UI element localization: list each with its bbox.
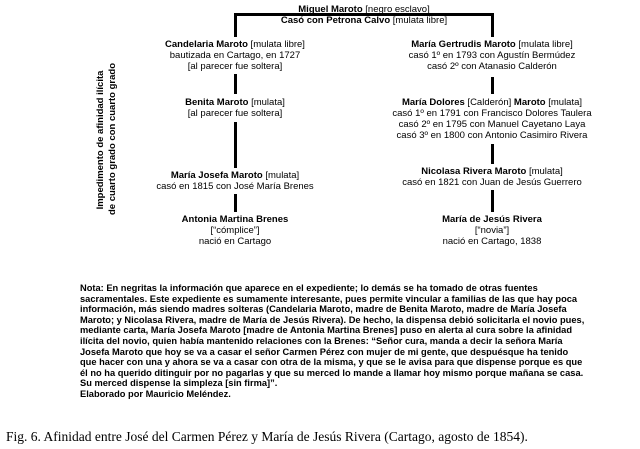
root-marriage: Casó con Petrona Calvo: [280, 15, 391, 26]
right-node-1-line-1: casó 1º en 1793 con Agustín Bermúdez: [408, 50, 576, 61]
side-label-line-2: de cuarto grado con cuarto grado: [107, 62, 118, 215]
left-connector-2: [234, 122, 237, 168]
left-node-4-name: Antonia Martina Brenes: [181, 214, 289, 225]
right-node-4-name: María de Jesús Rivera: [442, 214, 542, 225]
note-line: ilícita del novio, quien había mantenido relaciones con la Brenes: “Señor cura, manda a decir la señora María: [80, 335, 563, 346]
left-node-3-name: María Josefa Maroto: [170, 170, 263, 181]
figure-caption: Fig. 6. Afinidad entre José del Carmen Pérez y María de Jesús Rivera (Cartago, agosto de 1854).: [6, 429, 528, 444]
right-node-2-note: [Calderón]: [464, 97, 514, 108]
note-line: información, más siendo madres solteras (Candelaria Maroto, madre de Benita Maroto, madre de María Josefa: [80, 304, 567, 315]
left-node-3-line-1: casó en 1815 con José María Brenes: [156, 181, 314, 192]
left-connector-3: [234, 194, 237, 212]
right-node-4-line-2: nació en Cartago, 1838: [442, 236, 542, 247]
left-node-1-line-2: [al parecer fue soltera]: [187, 61, 283, 72]
note-line: Maroto; y Nicolasa Rivera, madre de María de Jesús Rivera). De hecho, la dispensa debió solicitarla el novio pues,: [80, 314, 585, 325]
left-node-2-note: [mulata]: [248, 97, 285, 108]
root-name-note: [negro esclavo]: [362, 4, 430, 15]
note-line: él no ha querido ditinguir por no pagarlas y que su merced lo mande a llamar hoy mismo porque mañana se casa.: [80, 367, 584, 378]
right-node-2: [372, 97, 612, 141]
right-node-2-line-1: casó 1º en 1791 con Francisco Dolores Taulera: [392, 108, 592, 119]
note-line: Josefa Maroto que hoy se va a casar el señor Carmen Pérez con mujer de mi gente, que despuésque ha tenido: [80, 346, 569, 357]
left-node-4-line-2: nació en Cartago: [198, 236, 272, 247]
right-node-4: [392, 214, 592, 247]
note-paragraph: [80, 283, 640, 400]
left-node-3: [130, 170, 340, 192]
left-node-1-line-1: bautizada en Cartago, en 1727: [169, 50, 301, 61]
root-name: Miguel Maroto: [298, 4, 363, 15]
right-node-1-note: [mulata libre]: [515, 39, 573, 50]
side-label-line-1: Impedimento de afinidad ilícita: [95, 70, 106, 210]
right-node-2-name-2: Maroto: [513, 97, 546, 108]
right-node-2-note-2: [mulata]: [545, 97, 583, 108]
left-node-1-name: Candelaria Maroto: [165, 39, 248, 50]
left-node-1-note: [mulata libre]: [247, 39, 305, 50]
left-node-2: [140, 97, 330, 119]
right-node-1-line-2: casó 2º con Atanasio Calderón: [427, 61, 557, 72]
note-line: Elaborado por Mauricio Meléndez.: [80, 388, 231, 399]
right-node-4-line-1: [“novia”]: [474, 225, 510, 236]
right-connector-3: [491, 190, 494, 212]
left-node-4: [140, 214, 330, 247]
right-connector-2: [491, 144, 494, 164]
right-node-3-note: [mulata]: [526, 166, 563, 177]
right-node-1-name: María Gertrudis Maroto: [411, 39, 516, 50]
right-connector-top: [491, 13, 494, 37]
note-line: Su merced dispense la simpleza [sin firma]”.: [80, 378, 278, 389]
note-line: Nota: En negritas la información que aparece en el expediente; lo demás se ha tomado de otras fuentes: [80, 283, 538, 293]
left-node-3-note: [mulata]: [262, 170, 300, 181]
right-node-3-name: Nicolasa Rivera Maroto: [421, 166, 527, 177]
note-line: que hacer con una y ahora se va a casar con otra de la misma, y que se le avisa para que dispense porque es que: [80, 357, 583, 368]
right-node-3: [382, 166, 602, 188]
right-node-1: [382, 39, 602, 72]
side-label: [95, 62, 131, 215]
right-connector-1: [491, 77, 494, 94]
right-node-2-line-2: casó 2º en 1795 con Manuel Cayetano Laya: [398, 119, 586, 130]
left-node-1: [140, 39, 330, 72]
right-node-2-line-3: casó 3º en 1800 con Antonio Casimiro Rivera: [396, 130, 588, 141]
left-connector-1: [234, 74, 237, 94]
note-line: mediante carta, María Josefa Maroto [madre de Antonia Martina Brenes] puso en alerta al cura sobre la afinidad: [80, 325, 573, 336]
note-line: sacramentales. Este expediente es sumamente interesante, pues permite vincular a familias de las que hay poca: [80, 293, 578, 304]
right-node-2-name: María Dolores: [401, 97, 465, 108]
right-node-3-line-1: casó en 1821 con Juan de Jesús Guerrero: [402, 177, 582, 188]
left-node-2-name: Benita Maroto: [185, 97, 249, 108]
root-node: [264, 4, 464, 26]
left-node-4-line-1: [“cómplice”]: [210, 225, 260, 236]
left-node-2-line-1: [al parecer fue soltera]: [187, 108, 283, 119]
root-marriage-note: [mulata libre]: [390, 15, 448, 26]
left-connector-top: [234, 13, 237, 37]
